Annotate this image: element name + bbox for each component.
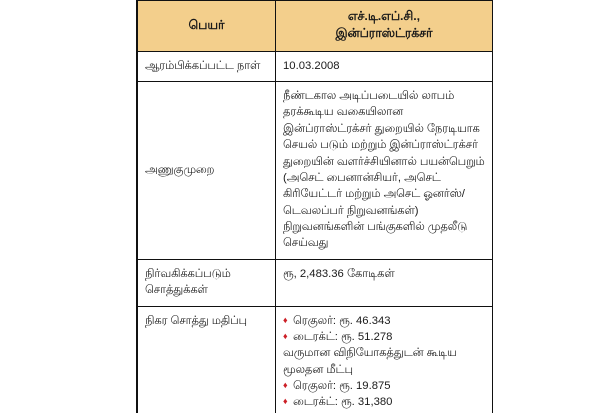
table-header-name: பெயர்: [138, 1, 276, 52]
row-label-approach: அணுகுமுறை: [138, 82, 276, 260]
nav-line: ♦ ரெகுலர்: ரூ. 19.875: [283, 378, 485, 394]
row-value-nav: [276, 306, 493, 413]
row-label-nav: நிகர சொத்து மதிப்பு: [138, 306, 276, 413]
table-header-fund: [276, 1, 493, 52]
fund-details-table-container: [136, 0, 493, 413]
nav-line: ♦ டைரக்ட்: ரூ. 51.278: [283, 329, 485, 345]
nav-line: வருமான விநியோகத்துடன் கூடிய மூலதன மீட்பு: [283, 347, 457, 376]
table-header-fund-line1: எச்.டி.எப்.சி.,: [347, 9, 421, 23]
row-value-aum: ரூ, 2,483.36 கோடிகள்: [276, 259, 493, 306]
row-label-launch-date: ஆரம்பிக்கப்பட்ட நாள்: [138, 51, 276, 81]
table-row: [138, 82, 493, 260]
fund-details-table: [137, 0, 493, 413]
row-value-approach: நீண்டகால அடிப்படையில் லாபம் தரக்கூடிய வகையிலான இன்ப்ராஸ்ட்ரக்சர் துறையில் நேரடியாக செயல் படும் மற்றும் இன்ப்ராஸ்ட்ரக்சர் துறையின் வளர்ச்சியினால் பயன்பெறும் (அசெட் பைனான்சியர், அசெட் கிரியேட்டர் மற்றும் அசெட் ஓனர்ஸ்/டெவலப்பர் நிறுவனங்கள்) நிறுவனங்களின் பங்குகளில் முதலீடு செய்வது: [276, 82, 493, 260]
table-row: [138, 306, 493, 413]
nav-line: ♦ டைரக்ட்: ரூ. 31,380: [283, 394, 485, 410]
table-row: [138, 259, 493, 306]
row-label-aum: நிர்வகிக்கப்படும் சொத்துக்கள்: [138, 259, 276, 306]
table-header-fund-line2: இன்ப்ராஸ்ட்ரக்சர்: [335, 26, 433, 41]
table-row: [138, 51, 493, 81]
nav-line: ♦ ரெகுலர்: ரூ. 46.343: [283, 313, 485, 329]
table-header-row: [138, 1, 493, 52]
row-value-launch-date: 10.03.2008: [276, 51, 493, 81]
